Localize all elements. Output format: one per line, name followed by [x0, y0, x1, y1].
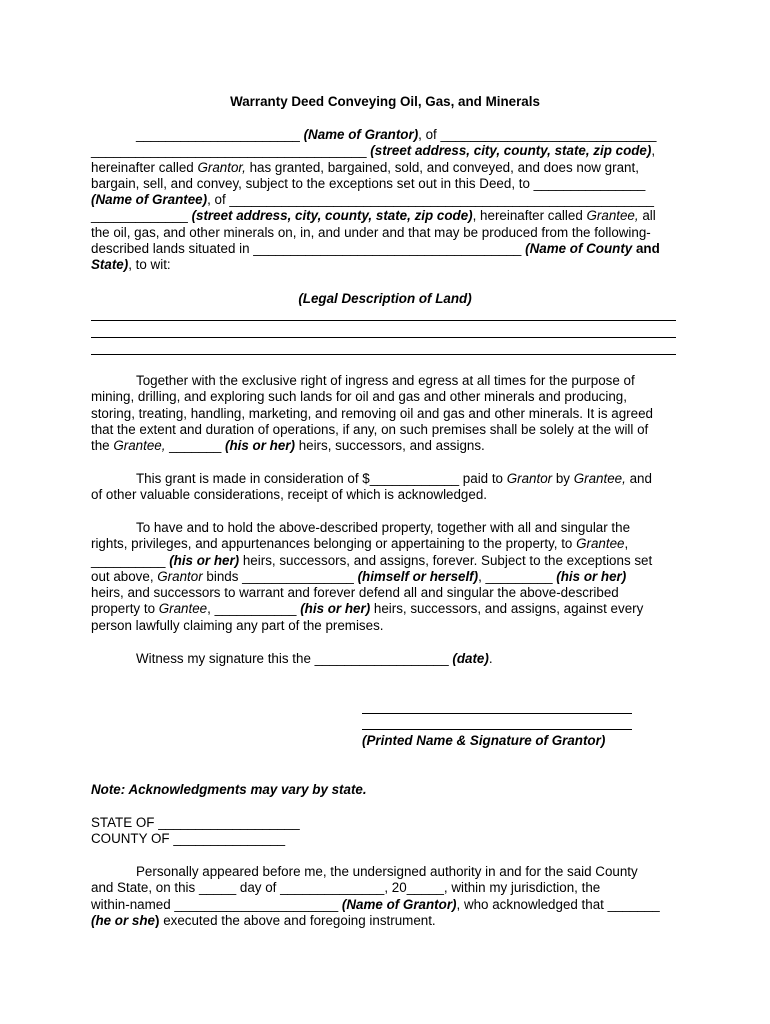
text-segment: , _________ [478, 568, 557, 584]
p5-line-3 [91, 897, 679, 913]
signature-label: (Printed Name & Signature of Grantor) [362, 733, 606, 748]
text-segment: all [638, 208, 656, 224]
term-grantee: Grantee, [573, 471, 626, 486]
text-segment: , hereinafter called [472, 208, 587, 224]
ingress-egress-paragraph [91, 373, 679, 454]
text-segment: the [91, 438, 114, 454]
text-segment: , [624, 536, 629, 552]
p2-line-5 [91, 438, 679, 454]
p2-line-1: Together with the exclusive right of ingress and egress at all times for the purpose of [136, 373, 635, 388]
text-segment: Witness my signature this the __________________ [136, 651, 453, 666]
signature-line-1[interactable] [362, 713, 632, 714]
legal-description-line-3[interactable] [91, 354, 676, 355]
text-segment: property to [91, 601, 159, 617]
state-label: State) [91, 257, 129, 273]
pronoun-blank[interactable]: __________ [91, 552, 170, 568]
text-segment: and [625, 471, 652, 486]
text-segment: This grant is made in consideration of $____________ paid to [136, 471, 507, 486]
grantee-address-blank-2[interactable]: _____________ [91, 208, 188, 224]
term-grantee: Grantee [576, 536, 625, 552]
p5-line-4 [91, 913, 679, 929]
p4-line-4 [91, 569, 679, 585]
county-line[interactable]: COUNTY OF _______________ [91, 831, 286, 847]
term-grantee: Grantee [158, 601, 208, 617]
text-comma: , [651, 143, 656, 159]
term-grantor: Grantor, [197, 159, 246, 175]
text-segment: , who acknowledged that _______ [456, 896, 660, 912]
signature-line-2[interactable] [362, 729, 632, 730]
p3-line-1 [91, 471, 679, 487]
text-segment: has granted, bargained, sold, and conveyed, and does now grant, [245, 159, 639, 175]
p1-line-3 [91, 160, 679, 176]
grantor-grantee-paragraph [91, 127, 679, 274]
county-blank[interactable]: ____________________________________ [253, 241, 522, 257]
habendum-paragraph [91, 520, 679, 634]
text-segment: binds _______________ [202, 568, 358, 584]
p1-line-4: bargain, sell, and convey, subject to the exceptions set out in this Deed, to _______________ [91, 175, 646, 191]
grantee-address-label: (street address, city, county, state, zip code) [191, 208, 473, 224]
text-segment: rights, privileges, and appurtenances belonging or appertaining to the property, to [91, 536, 577, 552]
legal-description-label: (Legal Description of Land) [298, 291, 472, 306]
p4-line-3 [91, 553, 679, 569]
venue-block [91, 815, 679, 848]
text-segment: . [488, 651, 493, 666]
p4-line-1: To have and to hold the above-described property, together with all and singular the [136, 520, 631, 535]
grantor-name-label: (Name of Grantor) [341, 896, 457, 912]
p5-line-1: Personally appeared before me, the undersigned authority in and for the said County [136, 864, 638, 879]
text-segment: heirs, successors, and assigns, forever. Subject to the exceptions set [239, 552, 653, 568]
p2-line-2: mining, drilling, and exploring such lands for oil and gas and other minerals and producing, [91, 389, 627, 405]
himself-or-herself-label: (himself or herself) [357, 568, 479, 584]
grantor-name-blank[interactable]: ______________________ [136, 127, 300, 142]
legal-description-line-2[interactable] [91, 337, 676, 338]
witness-line [91, 651, 679, 667]
text-and: and [632, 241, 660, 257]
date-label: (date) [452, 651, 489, 666]
text-segment: described lands situated in [91, 241, 254, 257]
acknowledgment-note: Note: Acknowledgments may vary by state. [91, 782, 367, 797]
p1-line-1 [91, 127, 679, 143]
p4-line-6 [91, 601, 679, 617]
term-grantee: Grantee, [586, 208, 639, 224]
p5-line-2: and State, on this _____ day of ______________, 20_____, within my jurisdiction, the [91, 880, 601, 896]
grantor-address-blank-2[interactable]: _____________________________________ [91, 143, 367, 159]
his-or-her-label: (his or her) [300, 601, 371, 617]
grantor-name-label: (Name of Grantor) [303, 127, 419, 142]
p1-line-6 [91, 208, 679, 224]
grantor-address-blank[interactable]: _____________________________ [440, 127, 657, 142]
grantee-name-label: (Name of Grantee) [91, 192, 208, 208]
term-grantor: Grantor [157, 568, 203, 584]
text-segment: within-named ______________________ [91, 896, 342, 912]
text-segment: out above, [91, 568, 158, 584]
p1-line-9 [91, 257, 679, 273]
he-or-she-label: (he or she [91, 912, 155, 928]
his-or-her-label: (his or her) [169, 552, 240, 568]
term-grantee: Grantee, [113, 438, 166, 454]
text-of: , of [207, 192, 230, 208]
legal-description-line-1[interactable] [91, 320, 676, 321]
document-title: Warranty Deed Conveying Oil, Gas, and Minerals [230, 94, 540, 109]
county-label: (Name of County [525, 241, 633, 257]
text-segment: , ___________ [207, 601, 301, 617]
consideration-paragraph [91, 471, 679, 504]
acknowledgment-paragraph [91, 864, 679, 929]
p2-line-3: storing, treating, handling, marketing, and removing oil and gas and other minerals. It is agreed [91, 405, 653, 421]
p4-line-5: heirs, and successors to warrant and forever defend all and singular the above-described [91, 585, 619, 601]
text-segment: ) [155, 912, 160, 928]
state-line[interactable]: STATE OF ___________________ [91, 815, 300, 830]
text-segment: hereinafter called [91, 159, 198, 175]
p4-line-2 [91, 536, 679, 552]
term-grantor: Grantor [506, 471, 553, 486]
p3-line-2: of other valuable considerations, receipt of which is acknowledged. [91, 487, 487, 503]
text-segment: heirs, successors, and assigns. [294, 438, 485, 454]
text-segment: , to wit: [128, 257, 171, 273]
grantee-address-blank[interactable]: _________________________________________________________ [229, 192, 654, 208]
text-segment: by [552, 471, 574, 486]
p1-line-2 [91, 143, 679, 159]
p1-line-8 [91, 241, 679, 257]
p1-line-5 [91, 192, 679, 208]
text-segment: heirs, successors, and assigns, against every [370, 601, 644, 617]
text-of: , of [418, 127, 441, 142]
his-or-her-label: (his or her) [556, 568, 627, 584]
pronoun-blank[interactable]: _______ [165, 438, 226, 454]
his-or-her-label: (his or her) [225, 438, 295, 454]
p4-line-7: person lawfully claiming any part of the premises. [91, 617, 384, 633]
witness-paragraph [91, 651, 679, 667]
grantor-address-label: (street address, city, county, state, zip code) [370, 143, 652, 159]
p2-line-4: that the extent and duration of operations, if any, on such premises shall be solely at the will of [91, 421, 649, 437]
text-segment: executed the above and foregoing instrument. [159, 912, 436, 928]
p1-line-7: the oil, gas, and other minerals on, in, and under and that may be produced from the following- [91, 224, 651, 240]
